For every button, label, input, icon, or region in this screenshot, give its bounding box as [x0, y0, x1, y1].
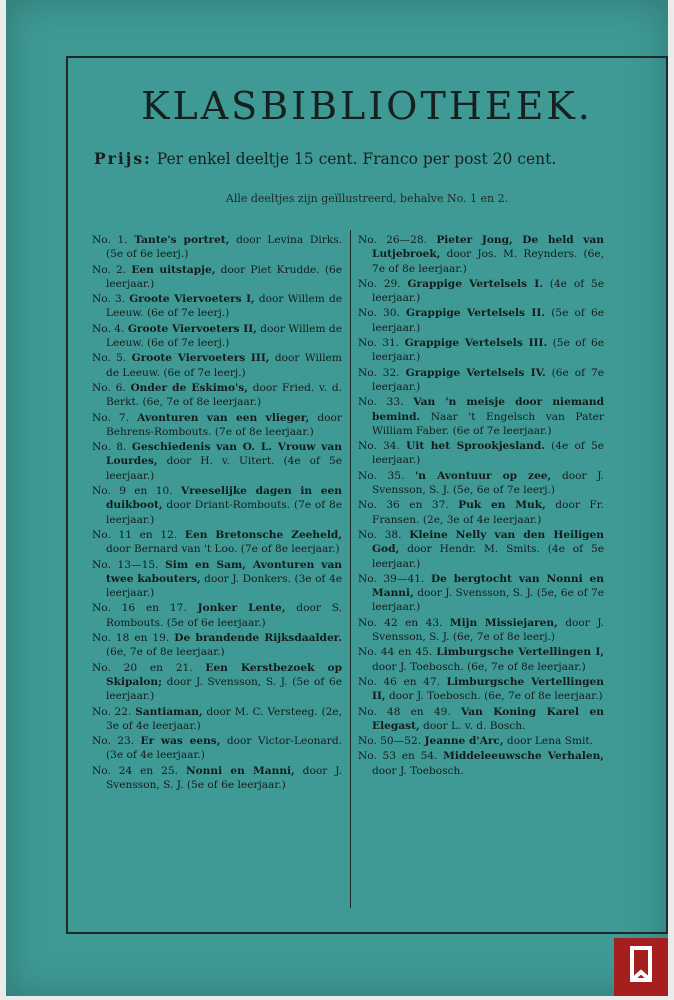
entry-details: Naar 't Engelsch van Pater William Faber. (6e of 7e leerjaar.) — [372, 410, 604, 437]
entry-details: door Willem de Leeuw. (6e of 7e leerj.) — [106, 352, 342, 379]
entry-number: No. 9 en 10. — [92, 485, 173, 498]
entry-number: No. 50—52. — [358, 735, 422, 748]
entry-details: door Bernard van 't Loo. (7e of 8e leerjaar.) — [106, 543, 340, 556]
list-item — [358, 336, 604, 365]
entry-title: Middeleeuwsche Verhalen, — [443, 750, 604, 763]
entry-number: No. 2. — [92, 263, 127, 276]
entry-number: No. 26—28. — [358, 234, 428, 246]
entry-number: No. 22. — [92, 705, 132, 718]
entry-title: Nonni en Manni, — [185, 764, 295, 777]
entry-title: Van 'n meisje door niemand bemind. — [372, 396, 605, 423]
list-item — [92, 263, 342, 292]
entry-title: Onder de Eskimo's, — [130, 381, 248, 394]
book-cover — [6, 0, 668, 996]
entry-details: door J. Svensson, S. J. (5e, 6e of 7e leerj.) — [372, 469, 605, 497]
list-item — [358, 469, 604, 498]
entry-title: De bergtocht van Nonni en Manni, — [372, 572, 604, 600]
entry-title: Een Bretonsche Zeeheld, — [184, 528, 342, 541]
entry-details: door Lena Smit. — [506, 735, 594, 748]
entry-details: door H. v. Uitert. (4e of 5e leerjaar.) — [106, 455, 342, 482]
entry-number: No. 24 en 25. — [92, 764, 179, 777]
entry-number: No. 34. — [358, 440, 400, 453]
list-item — [358, 233, 604, 276]
entry-title: Grappige Vertelsels IV. — [405, 366, 546, 379]
entry-details: door Fried. v. d. Berkt. (6e, 7e of 8e leerjaar.) — [106, 381, 342, 409]
list-item — [358, 498, 604, 527]
list-item — [358, 749, 604, 778]
entry-title: Limburgsche Vertellingen I, — [436, 646, 604, 659]
list-item — [92, 484, 342, 527]
entry-number: No. 23. — [92, 735, 135, 748]
entry-number: No. 4. — [92, 322, 125, 335]
price-text: Per enkel deeltje 15 cent. Franco per post 20 cent. — [156, 150, 557, 168]
entry-title: Tante's portret, — [134, 234, 230, 246]
entry-number: No. 29. — [358, 277, 401, 290]
entry-title: Limburgsche Vertellingen II, — [372, 675, 604, 703]
entry-details: door Victor-Leonard. (3e of 4e leerjaar.) — [106, 735, 342, 762]
list-item — [358, 675, 604, 704]
entry-details: door Piet Krudde. (6e leerjaar.) — [106, 263, 342, 290]
entry-number: No. 32. — [358, 366, 400, 379]
list-item — [92, 528, 342, 557]
entry-details: door Fr. Fransen. (2e, 3e of 4e leerjaar.) — [372, 499, 604, 526]
entry-number: No. 30. — [358, 307, 400, 320]
entry-details: (4e of 5e leerjaar.) — [372, 440, 605, 467]
entry-number: No. 16 en 17. — [92, 602, 187, 615]
column-divider — [350, 230, 351, 908]
entry-number: No. 6. — [92, 381, 126, 394]
entry-number: No. 3. — [92, 293, 126, 306]
entry-details: door J. Toebosch. (6e, 7e of 8e leerjaar.) — [388, 690, 603, 703]
entry-details: door Levina Dirks. (5e of 6e leerj.) — [106, 234, 342, 261]
list-item — [92, 558, 342, 601]
entries-right-column — [358, 233, 604, 779]
entry-title: Pieter Jong, De held van Lutjebroek, — [372, 234, 605, 261]
entry-details: door Behrens-Rombouts. (7e of 8e leerjaar.) — [106, 411, 342, 438]
list-item — [92, 440, 342, 483]
list-item — [358, 366, 604, 395]
list-item — [358, 395, 604, 438]
list-item — [92, 661, 342, 704]
entry-title: Grappige Vertelsels III. — [404, 337, 548, 350]
list-item — [92, 734, 342, 763]
entry-details: (4e of 5e leerjaar.) — [372, 277, 605, 305]
entry-title: Santiaman, — [135, 705, 203, 718]
entry-number: No. 8. — [92, 441, 127, 454]
list-item — [358, 528, 604, 571]
list-item — [92, 764, 342, 793]
entry-details: door S. Rombouts. (5e of 6e leerjaar.) — [106, 602, 342, 629]
entry-number: No. 39—41. — [358, 572, 425, 585]
list-item — [358, 705, 604, 734]
entry-title: Grappige Vertelsels I. — [407, 277, 543, 290]
entry-number: No. 13—15. — [92, 558, 159, 571]
entry-number: No. 1. — [92, 234, 128, 246]
entry-title: 'n Avontuur op zee, — [415, 469, 552, 482]
entry-number: No. 18 en 19. — [92, 632, 170, 645]
entry-number: No. 38. — [358, 528, 402, 541]
entry-number: No. 53 en 54. — [358, 750, 438, 763]
entry-title: Van Koning Karel en Elegast, — [372, 705, 604, 732]
list-item — [358, 572, 604, 615]
entry-title: Uit het Sprookjesland. — [406, 440, 545, 453]
entry-number: No. 11 en 12. — [92, 528, 178, 541]
price-label: Prijs: — [94, 149, 152, 168]
entry-number: No. 42 en 43. — [358, 616, 443, 629]
entry-title: Puk en Muk, — [458, 499, 546, 512]
entry-title: Er was eens, — [140, 735, 221, 748]
entry-number: No. 31. — [358, 337, 400, 350]
list-item — [92, 381, 342, 410]
entry-details: door J. Svensson, S. J. (5e, 6e of 7e leerjaar.) — [372, 587, 604, 614]
list-item — [92, 292, 342, 321]
list-item — [358, 439, 604, 468]
entry-details: door M. C. Versteeg. (2e, 3e of 4e leerjaar.) — [106, 705, 342, 732]
entry-number: No. 46 en 47. — [358, 675, 441, 688]
entry-number: No. 33. — [358, 396, 404, 409]
entry-number: No. 5. — [92, 352, 127, 365]
list-item — [92, 705, 342, 734]
entry-details: door J. Svensson, S. J. (6e, 7e of 8e leerj.) — [372, 616, 605, 644]
entry-title: Sim en Sam, Avonturen van twee kabouters, — [106, 558, 343, 585]
list-item — [92, 322, 342, 351]
list-item — [92, 233, 342, 262]
entry-number: No. 20 en 21. — [92, 661, 193, 674]
entry-details: door J. Toebosch. — [372, 764, 464, 777]
entry-number: No. 44 en 45. — [358, 646, 433, 659]
bookmark-logo-icon — [614, 938, 668, 996]
entry-details: door Willem de Leeuw. (6e of 7e leerj.) — [106, 322, 342, 350]
list-item — [358, 306, 604, 335]
cover-frame — [66, 56, 668, 934]
entry-details: door L. v. d. Bosch. — [423, 719, 526, 732]
list-item — [358, 277, 604, 306]
entry-title: Groote Viervoeters II, — [127, 322, 257, 335]
entry-title: Avonturen van een vlieger, — [137, 411, 310, 424]
list-item — [92, 411, 342, 440]
entry-number: No. 7. — [92, 411, 130, 424]
entry-number: No. 48 en 49. — [358, 705, 451, 718]
entry-title: Groote Viervoeters III, — [131, 352, 270, 365]
entry-title: Een Kerstbezoek op Skipalon; — [106, 661, 342, 688]
entry-details: door J. Svensson, S. J. (5e of 6e leerjaar.) — [106, 675, 342, 703]
entry-details: (6e of 7e leerjaar.) — [372, 366, 605, 393]
list-item — [92, 601, 342, 630]
entry-title: Grappige Vertelsels II. — [406, 307, 546, 320]
entry-number: No. 35. — [358, 469, 405, 482]
entry-title: Kleine Nelly van den Heiligen God, — [372, 528, 604, 556]
entry-details: door Hendr. M. Smits. (4e of 5e leerjaar.) — [372, 543, 604, 570]
list-item — [358, 645, 604, 674]
list-item — [92, 351, 342, 380]
entry-title: Groote Viervoeters I, — [129, 293, 255, 306]
illustration-note: Alle deeltjes zijn geïllustreerd, behalve No. 1 en 2. — [225, 192, 509, 205]
entry-details: (5e of 6e leerjaar.) — [372, 307, 605, 334]
entry-details: (5e of 6e leerjaar.) — [372, 337, 604, 364]
list-item — [358, 734, 604, 748]
entry-title: Vreeselijke dagen in een duikboot, — [106, 485, 342, 512]
entry-details: door J. Donkers. (3e of 4e leerjaar.) — [106, 572, 342, 600]
entry-title: Jonker Lente, — [197, 602, 286, 615]
entry-details: door J. Svensson, S. J. (5e of 6e leerjaar.) — [106, 764, 342, 791]
entry-title: De brandende Rijksdaalder. — [174, 632, 342, 645]
list-item — [358, 616, 604, 645]
entry-title: Geschiedenis van O. L. Vrouw van Lourdes, — [106, 441, 342, 468]
entry-title: Mijn Missiejaren, — [449, 616, 558, 629]
entry-details: (6e, 7e of 8e leerjaar.) — [106, 646, 225, 659]
entry-title: Jeanne d'Arc, — [424, 735, 504, 748]
entries-left-column — [92, 233, 342, 793]
list-item — [92, 631, 342, 660]
entry-details: door J. Toebosch. (6e, 7e of 8e leerjaar.) — [372, 660, 586, 673]
page-title: KLASBIBLIOTHEEK. — [141, 84, 593, 128]
entry-title: Een uitstapje, — [131, 263, 216, 276]
price-line — [94, 149, 654, 168]
entry-details: door Driant-Rombouts. (7e of 8e leerjaar.) — [106, 499, 342, 526]
entry-details: door Jos. M. Reynders. (6e, 7e of 8e leerjaar.) — [372, 248, 604, 275]
entry-details: door Willem de Leeuw. (6e of 7e leerj.) — [106, 293, 343, 320]
entry-number: No. 36 en 37. — [358, 499, 449, 512]
